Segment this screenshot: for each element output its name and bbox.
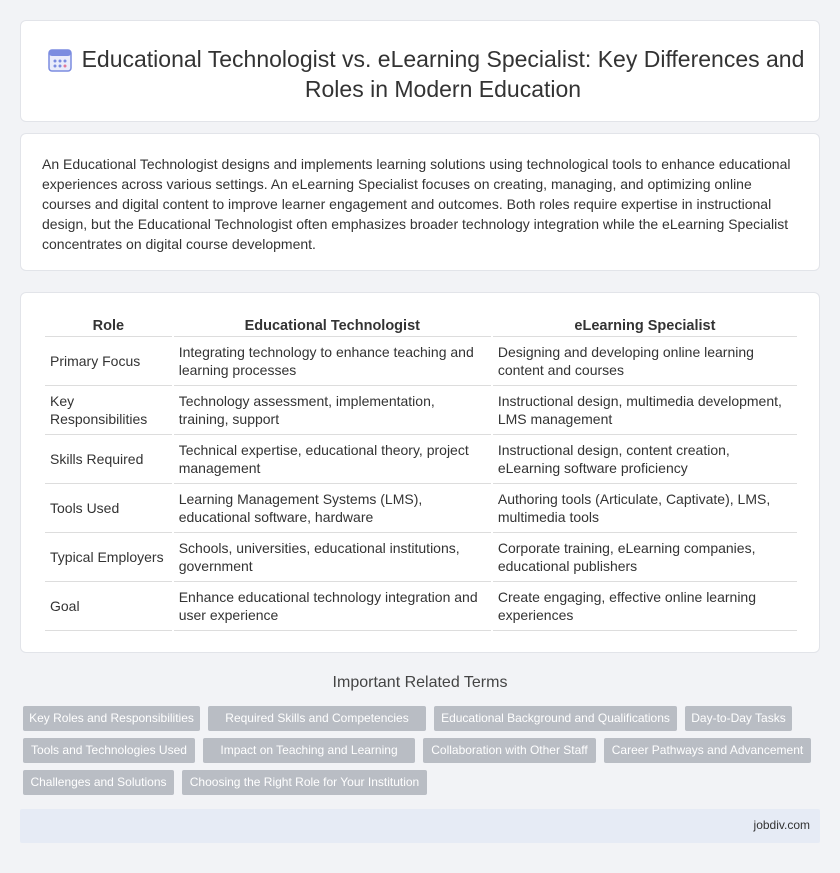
related-terms-title: Important Related Terms bbox=[332, 674, 508, 691]
header-educational-technologist: Educational Technologist bbox=[174, 315, 491, 337]
header-elearning-specialist: eLearning Specialist bbox=[493, 315, 797, 337]
intro-paragraph: An Educational Technologist designs and implements learning solutions using technological tools to enhance educational experiences across various settings. An eLearning Specialist focuses on creating, managing, and optimizing online courses and digital content to improve learner engagement and outcomes. Both roles require expertise in instructional design, but the Educational Technologist often emphasizes broader technology integration while the eLearning Specialist concentrates on digital course development. bbox=[42, 156, 791, 252]
footer bbox=[20, 809, 820, 843]
cell-educational-technologist: Learning Management Systems (LMS), educational software, hardware bbox=[174, 484, 491, 533]
table-row bbox=[45, 337, 797, 386]
tag-challenges-solutions[interactable]: Challenges and Solutions bbox=[23, 770, 174, 795]
comparison-table-card bbox=[20, 292, 820, 653]
header-role: Role bbox=[45, 315, 172, 337]
cell-elearning-specialist: Instructional design, multimedia development, LMS management bbox=[493, 386, 797, 435]
cell-educational-technologist: Integrating technology to enhance teaching and learning processes bbox=[174, 337, 491, 386]
tag-impact-teaching[interactable]: Impact on Teaching and Learning bbox=[203, 738, 415, 763]
row-label: Key Responsibilities bbox=[45, 386, 172, 435]
page-title: Educational Technologist vs. eLearning Specialist: Key Differences and Roles in Modern Education bbox=[81, 46, 805, 102]
calendar-icon bbox=[47, 47, 73, 73]
tag-choosing-role[interactable]: Choosing the Right Role for Your Institution bbox=[182, 770, 427, 795]
cell-elearning-specialist: Authoring tools (Articulate, Captivate), LMS, multimedia tools bbox=[493, 484, 797, 533]
tag-educational-background[interactable]: Educational Background and Qualifications bbox=[434, 706, 677, 731]
cell-elearning-specialist: Designing and developing online learning content and courses bbox=[493, 337, 797, 386]
cell-educational-technologist: Schools, universities, educational institutions, government bbox=[174, 533, 491, 582]
table-row bbox=[45, 533, 797, 582]
table-row bbox=[45, 484, 797, 533]
row-label: Typical Employers bbox=[45, 533, 172, 582]
cell-elearning-specialist: Corporate training, eLearning companies, educational publishers bbox=[493, 533, 797, 582]
footer-site-link[interactable]: jobdiv.com bbox=[753, 818, 810, 832]
row-label: Primary Focus bbox=[45, 337, 172, 386]
tag-career-pathways[interactable]: Career Pathways and Advancement bbox=[604, 738, 811, 763]
tag-day-to-day-tasks[interactable]: Day-to-Day Tasks bbox=[685, 706, 792, 731]
tag-tools-technologies[interactable]: Tools and Technologies Used bbox=[23, 738, 195, 763]
row-label: Skills Required bbox=[45, 435, 172, 484]
row-label: Goal bbox=[45, 582, 172, 631]
cell-elearning-specialist: Instructional design, content creation, eLearning software proficiency bbox=[493, 435, 797, 484]
cell-educational-technologist: Technical expertise, educational theory, project management bbox=[174, 435, 491, 484]
tag-key-roles[interactable]: Key Roles and Responsibilities bbox=[23, 706, 200, 731]
cell-educational-technologist: Enhance educational technology integration and user experience bbox=[174, 582, 491, 631]
cell-elearning-specialist: Create engaging, effective online learning experiences bbox=[493, 582, 797, 631]
comparison-table bbox=[43, 315, 799, 631]
tag-collaboration[interactable]: Collaboration with Other Staff bbox=[423, 738, 596, 763]
header-card bbox=[20, 20, 820, 122]
tag-required-skills[interactable]: Required Skills and Competencies bbox=[208, 706, 426, 731]
table-row bbox=[45, 435, 797, 484]
row-label: Tools Used bbox=[45, 484, 172, 533]
intro-card bbox=[20, 133, 820, 271]
table-row bbox=[45, 386, 797, 435]
cell-educational-technologist: Technology assessment, implementation, training, support bbox=[174, 386, 491, 435]
table-header-row bbox=[45, 315, 797, 337]
table-row bbox=[45, 582, 797, 631]
